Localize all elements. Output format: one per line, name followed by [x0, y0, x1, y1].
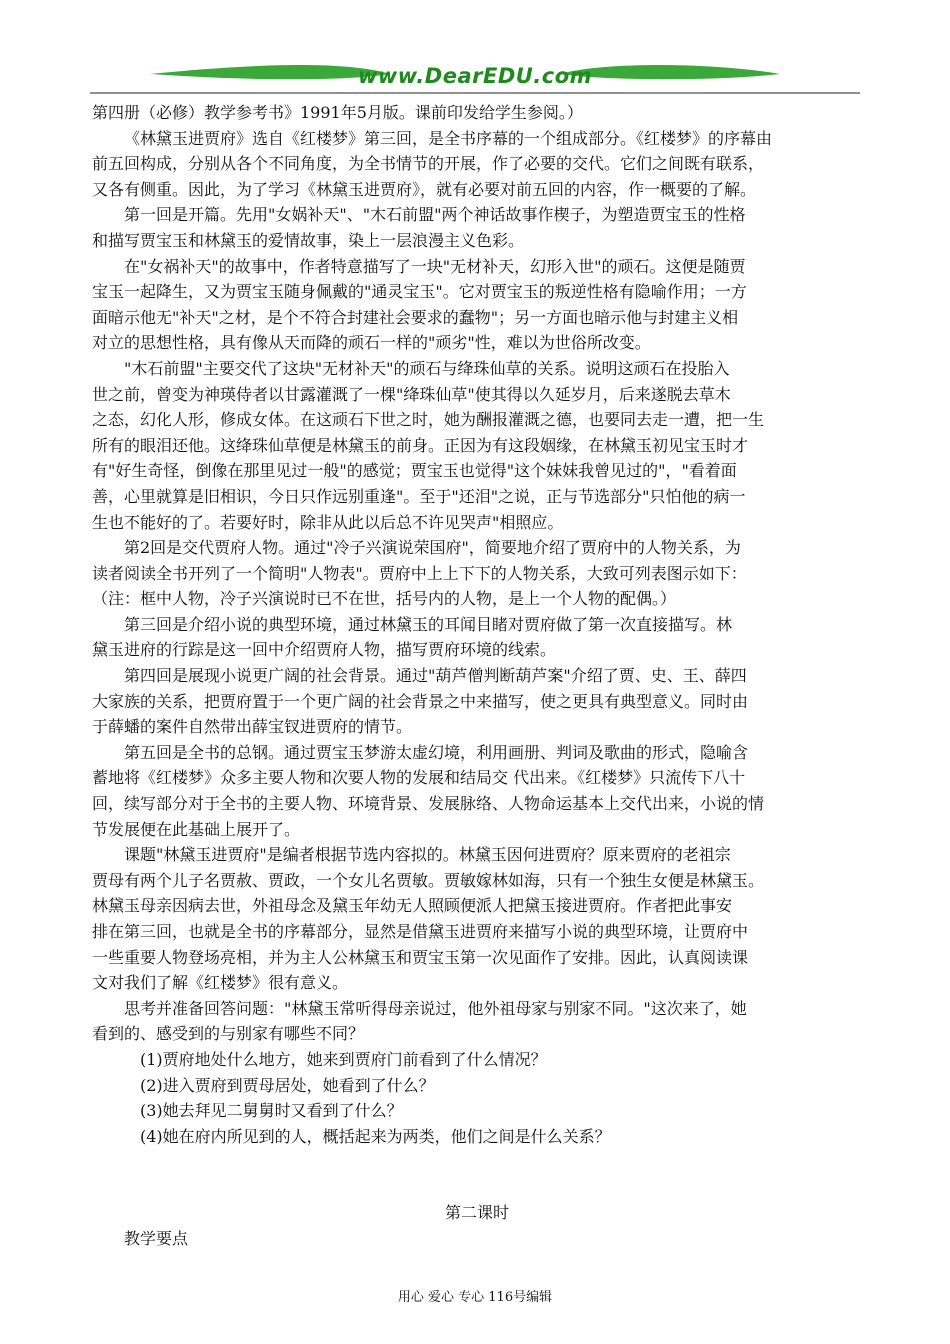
text-line: 又各有侧重。因此，为了学习《林黛玉进贾府》，就有必要对前五回的内容，作一概要的了解。	[92, 179, 757, 199]
text-line: 看到的、感受到的与别家有哪些不同？	[92, 1024, 365, 1044]
spacer	[92, 1149, 862, 1200]
text-line: 于薛蟠的案件自然带出薛宝钗进贾府的情节。	[92, 717, 413, 737]
text-line: 第四册（必修）教学参考书》1991年5月版。课前印发给学生参阅。）	[92, 103, 583, 122]
text-line: 宝玉一起降生，又为贾宝玉随身佩戴的"通灵宝玉"。它对贾宝玉的叛逆性格有隐喻作用；一方	[92, 282, 747, 302]
text-line: 读者阅读全书开列了一个简明"人物表"。贾府中上上下下的人物关系，大致可列表图示如下：	[92, 563, 747, 583]
text-line: 黛玉进府的行踪是这一回中介绍贾府人物，描写贾府环境的线索。	[92, 640, 557, 660]
text-line: 排在第三回，也就是全书的序幕部分，显然是借黛玉进贾府来描写小说的典型环境，让贾府中	[92, 922, 749, 941]
text-line: 对立的思想性格，具有像从天而降的顽石一样的"顽劣"性，难以为世俗所改变。	[92, 333, 651, 353]
text-line: 善，心里就算是旧相识，今日只作远别重逢"。至于"还泪"之说，正与节选部分"只怕他的病一	[92, 486, 746, 506]
text-line: 林黛玉母亲因病去世，外祖母念及黛玉年幼无人照顾便派人把黛玉接进贾府。作者把此事安	[92, 896, 733, 916]
question-item: (2)进入贾府到贾母居处，她看到了什么？	[140, 1075, 435, 1095]
text-line: 蓄地将《红楼梦》众多主要人物和次要人物的发展和结局交 代出来。《红楼梦》只流传下八十	[92, 768, 746, 788]
note-line: （注：框中人物，冷子兴演说时已不在世，括号内的人物，是上一个人物的配偶。）	[92, 589, 677, 609]
text-line: 回，续写部分对于全书的主要人物、环境背景、发展脉络、人物命运基本上交代出来，小说的情	[92, 794, 765, 814]
site-logo-text: www.DearEDU.com	[357, 64, 593, 88]
document-body	[92, 100, 862, 1252]
paragraph-line: 第四回是展现小说更广阔的社会背景。通过"葫芦僧判断葫芦案"介绍了贾、史、王、薛四	[124, 666, 747, 686]
text-line: 一些重要人物登场亮相，并为主人公林黛玉和贾宝玉第一次见面作了安排。因此，认真阅读课	[92, 947, 749, 967]
paragraph-line: 思考并准备回答问题："林黛玉常听得母亲说过，他外祖母家与别家不同。"这次来了，她	[124, 998, 747, 1018]
text-line: 贾母有两个儿子名贾赦、贾政，一个女儿名贾敏。贾敏嫁林如海，只有一个独生女便是林黛玉。	[92, 870, 765, 890]
section-title: 第二课时	[444, 1203, 509, 1223]
question-item: (1)贾府地处什么地方，她来到贾府门前看到了什么情况？	[140, 1049, 547, 1069]
text-line: 之态，幻化人形，修成女体。在这顽石下世之时，她为酬报灌溉之德，也要同去走一遭，把一生	[92, 410, 765, 430]
text-line: 和描写贾宝玉和林黛玉的爱情故事，染上一层浪漫主义色彩。	[92, 230, 525, 250]
page-footer: 用心 爱心 专心 116号编辑	[397, 1290, 553, 1305]
text-line: 生也不能好的了。若要好时，除非从此以后总不许见哭声"相照应。	[92, 512, 564, 532]
subheading: 教学要点	[124, 1228, 189, 1248]
question-item: (4)她在府内所见到的人，概括起来为两类，他们之间是什么关系？	[140, 1126, 611, 1146]
text-line: 文对我们了解《红楼梦》很有意义。	[92, 973, 349, 993]
paragraph-line: 课题"林黛玉进贾府"是编者根据节选内容拟的。林黛玉因何进贾府？原来贾府的老祖宗	[124, 845, 731, 865]
page-header	[90, 60, 860, 96]
text-line: 大家族的关系，把贾府置于一个更广阔的社会背景之中来描写，使之更具有典型意义。同时由	[92, 691, 749, 711]
text-line: 有"好生奇怪，倒像在那里见过一般"的感觉；贾宝玉也觉得"这个妹妹我曾见过的"，"看着面	[92, 461, 737, 481]
paragraph-line: 第2回是交代贾府人物。通过"冷子兴演说荣国府"，简要地介绍了贾府中的人物关系，为	[124, 538, 741, 558]
text-line: 节发展便在此基础上展开了。	[92, 819, 301, 839]
question-item: (3)她去拜见二舅舅时又看到了什么？	[140, 1101, 403, 1121]
paragraph-line: "木石前盟"主要交代了这块"无材补天"的顽石与绛珠仙草的关系。说明这顽石在投胎入	[124, 358, 730, 378]
paragraph-line: 在"女祸补天"的故事中，作者特意描写了一块"无材补天，幻形入世"的顽石。这便是随贾	[124, 256, 746, 276]
paragraph-line: 第五回是全书的总钢。通过贾宝玉梦游太虚幻境，利用画册、判词及歌曲的形式，隐喻含	[124, 742, 749, 762]
text-line: 所有的眼泪还他。这绛珠仙草便是林黛玉的前身。正因为有这段姻缘，在林黛玉初见宝玉时才	[92, 435, 749, 455]
paragraph-line: 第三回是介绍小说的典型环境，通过林黛玉的耳闻目睹对贾府做了第一次直接描写。林	[124, 614, 733, 634]
text-line: 前五回构成，分别从各个不同角度，为全书情节的开展，作了必要的交代。它们之间既有联系，	[92, 154, 765, 174]
paragraph-line: 《林黛玉进贾府》选自《红楼梦》第三回，是全书序幕的一个组成部分。《红楼梦》的序幕由	[124, 128, 773, 148]
paragraph-line: 第一回是开篇。先用"女娲补天"、"木石前盟"两个神话故事作楔子，为塑造贾宝玉的性格	[124, 205, 746, 225]
text-line: 世之前，曾变为神瑛侍者以甘露灌溉了一棵"绛珠仙草"使其得以久延岁月，后来遂脱去草木	[92, 384, 731, 404]
text-line: 面暗示他无"补天"之材，是个不符合封建社会要求的蠢物"；另一方面也暗示他与封建主义相	[92, 307, 739, 327]
